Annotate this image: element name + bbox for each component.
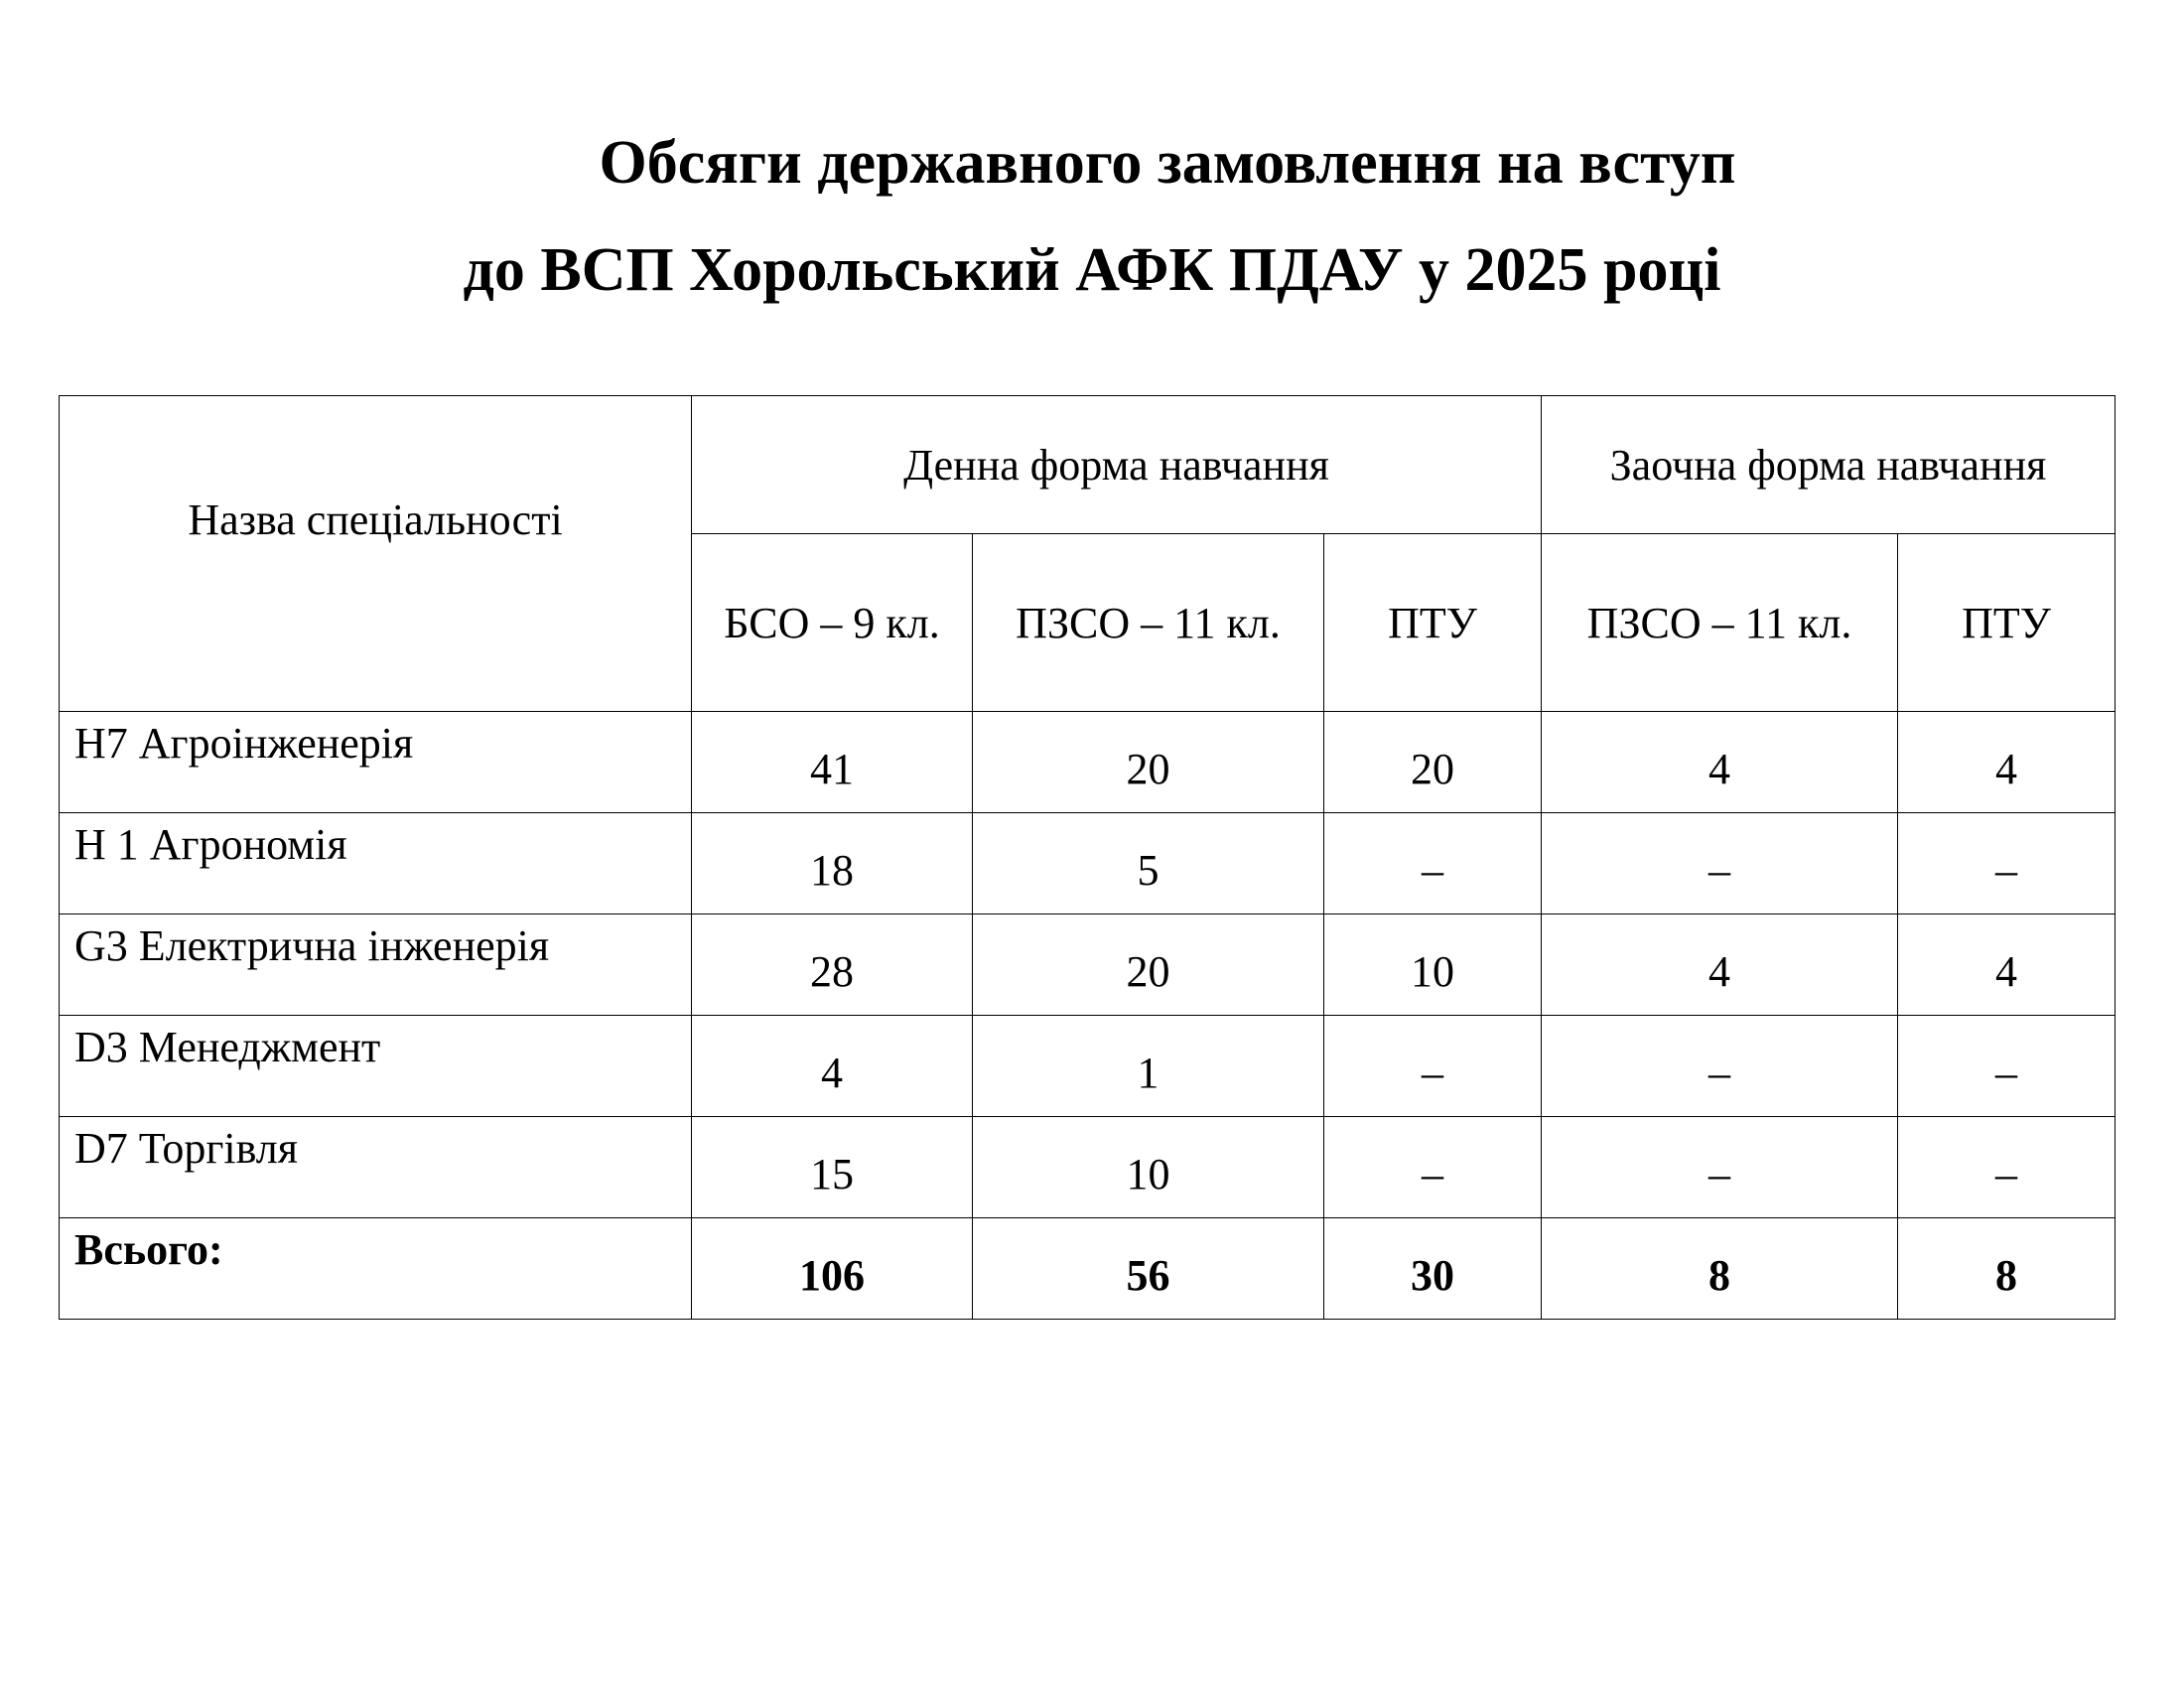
value-cell: 1 [973, 1016, 1324, 1117]
table-row [60, 914, 2116, 1016]
specialty-name: D3 Менеджмент [60, 1016, 692, 1117]
value-cell: – [1324, 813, 1542, 914]
value-cell: 4 [1898, 914, 2116, 1016]
value-cell: – [1898, 1016, 2116, 1117]
value-cell: 41 [692, 712, 973, 813]
admission-quota-table [59, 395, 2116, 1320]
value-cell: 15 [692, 1117, 973, 1218]
value-cell: 20 [973, 712, 1324, 813]
subheader-day-pzso-11: ПЗСО – 11 кл. [973, 534, 1324, 712]
subheader-day-bso-9: БСО – 9 кл. [692, 534, 973, 712]
value-cell: 18 [692, 813, 973, 914]
value-cell: 4 [1542, 914, 1898, 1016]
value-cell: – [1324, 1016, 1542, 1117]
value-cell: 20 [1324, 712, 1542, 813]
table-row [60, 1016, 2116, 1117]
page-title-line-2: до ВСП Хорольський АФК ПДАУ у 2025 році [463, 236, 1721, 304]
value-cell: – [1542, 1117, 1898, 1218]
page-title-line-1: Обсяги державного замовлення на вступ [599, 129, 1736, 197]
total-value-cell: 8 [1898, 1218, 2116, 1320]
total-value-cell: 56 [973, 1218, 1324, 1320]
correspondence-form-header: Заочна форма навчання [1542, 396, 2116, 534]
value-cell: 10 [1324, 914, 1542, 1016]
total-label: Всього: [60, 1218, 692, 1320]
value-cell: 5 [973, 813, 1324, 914]
value-cell: 28 [692, 914, 973, 1016]
day-form-header: Денна форма навчання [692, 396, 1542, 534]
specialty-name: H 1 Агрономія [60, 813, 692, 914]
specialty-name: H7 Агроінженерія [60, 712, 692, 813]
specialty-name: D7 Торгівля [60, 1117, 692, 1218]
total-row [60, 1218, 2116, 1320]
subheader-corr-pzso-11: ПЗСО – 11 кл. [1542, 534, 1898, 712]
value-cell: – [1542, 813, 1898, 914]
table-row [60, 712, 2116, 813]
value-cell: – [1542, 1016, 1898, 1117]
total-value-cell: 30 [1324, 1218, 1542, 1320]
value-cell: – [1898, 813, 2116, 914]
table-row [60, 1117, 2116, 1218]
value-cell: 20 [973, 914, 1324, 1016]
value-cell: 4 [1542, 712, 1898, 813]
specialty-name: G3 Електрична інженерія [60, 914, 692, 1016]
value-cell: 4 [1898, 712, 2116, 813]
header-row-groups [60, 396, 2116, 534]
total-value-cell: 8 [1542, 1218, 1898, 1320]
subheader-corr-ptu: ПТУ [1898, 534, 2116, 712]
table-row [60, 813, 2116, 914]
value-cell: 10 [973, 1117, 1324, 1218]
value-cell: 4 [692, 1016, 973, 1117]
total-value-cell: 106 [692, 1218, 973, 1320]
specialty-name-header: Назва спеціальності [60, 396, 692, 712]
value-cell: – [1324, 1117, 1542, 1218]
subheader-day-ptu: ПТУ [1324, 534, 1542, 712]
value-cell: – [1898, 1117, 2116, 1218]
